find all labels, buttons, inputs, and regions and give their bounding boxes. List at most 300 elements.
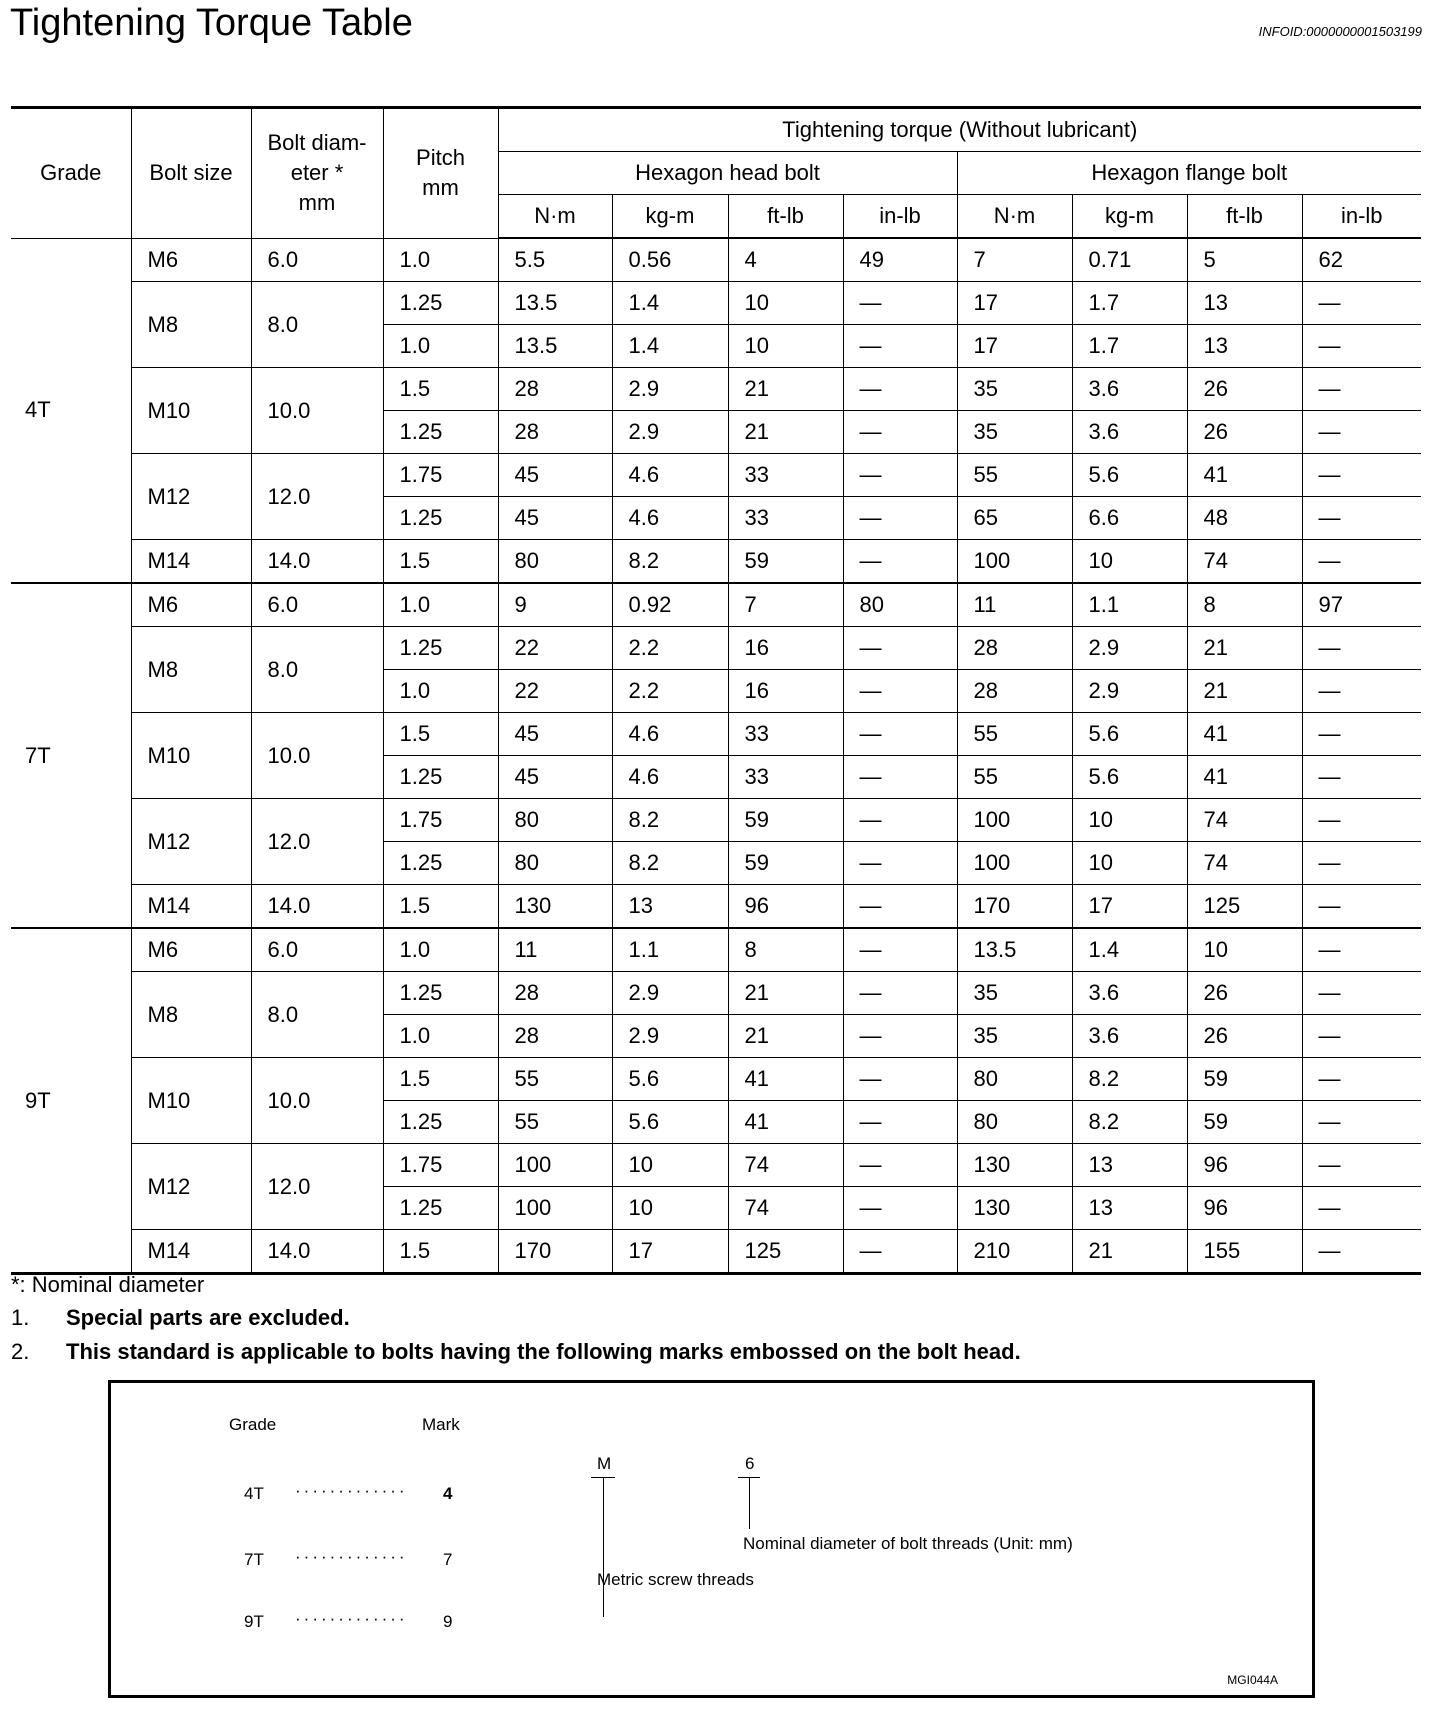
torque-value-cell: 26 (1187, 1015, 1302, 1058)
bolt-diameter-cell: 10.0 (251, 368, 383, 454)
grade-cell: 9T (11, 928, 131, 1274)
pitch-cell: 1.25 (383, 411, 498, 454)
torque-value-cell: — (1302, 540, 1421, 584)
info-id: INFOID:0000000001503199 (1258, 24, 1422, 39)
torque-value-cell: 59 (728, 799, 843, 842)
pitch-cell: 1.75 (383, 454, 498, 497)
torque-value-cell: 96 (728, 885, 843, 929)
torque-value-cell: — (843, 497, 957, 540)
torque-value-cell: 59 (728, 540, 843, 584)
torque-value-cell: 2.2 (612, 627, 728, 670)
figure-grade-7t: 7T (244, 1550, 264, 1569)
torque-value-cell: 35 (957, 368, 1072, 411)
torque-value-cell: 100 (498, 1144, 612, 1187)
torque-value-cell: — (1302, 325, 1421, 368)
torque-value-cell: 28 (498, 1015, 612, 1058)
pitch-cell: 1.75 (383, 1144, 498, 1187)
torque-value-cell: 74 (1187, 799, 1302, 842)
torque-value-cell: 2.9 (612, 1015, 728, 1058)
torque-value-cell: — (1302, 1230, 1421, 1274)
torque-value-cell: 2.2 (612, 670, 728, 713)
torque-value-cell: 35 (957, 1015, 1072, 1058)
header-hexagon-head-bolt: Hexagon head bolt (498, 152, 957, 195)
torque-value-cell: 4 (728, 238, 843, 282)
torque-value-cell: 55 (957, 454, 1072, 497)
torque-value-cell: 33 (728, 497, 843, 540)
torque-value-cell: 41 (728, 1101, 843, 1144)
torque-value-cell: — (843, 1101, 957, 1144)
figure-dots: ············· (295, 1609, 408, 1628)
figure-mark-header: Mark (422, 1415, 460, 1434)
bolt-size-cell: M10 (131, 368, 251, 454)
torque-value-cell: — (1302, 368, 1421, 411)
table-row (11, 972, 1421, 1015)
torque-value-cell: — (1302, 670, 1421, 713)
torque-value-cell: 55 (957, 756, 1072, 799)
torque-value-cell: — (1302, 1144, 1421, 1187)
note-text: This standard is applicable to bolts having the following marks embossed on the bolt head. (66, 1339, 1021, 1364)
torque-value-cell: 28 (498, 368, 612, 411)
torque-value-cell: 100 (957, 540, 1072, 584)
torque-value-cell: 48 (1187, 497, 1302, 540)
torque-value-cell: — (1302, 972, 1421, 1015)
table-header (11, 108, 1421, 239)
torque-value-cell: — (1302, 1058, 1421, 1101)
pitch-cell: 1.5 (383, 885, 498, 929)
torque-value-cell: 21 (728, 1015, 843, 1058)
torque-value-cell: 130 (957, 1187, 1072, 1230)
pitch-cell: 1.0 (383, 325, 498, 368)
figure-label-m: M (597, 1454, 612, 1473)
figure-leader-nominal (749, 1477, 750, 1529)
figure-dots: ············· (295, 1547, 408, 1566)
torque-value-cell: 100 (957, 799, 1072, 842)
torque-value-cell: 62 (1302, 238, 1421, 282)
torque-value-cell: 4.6 (612, 497, 728, 540)
unit-header: N·m (498, 195, 612, 239)
torque-value-cell: 33 (728, 454, 843, 497)
torque-value-cell: 3.6 (1072, 368, 1187, 411)
torque-value-cell: — (1302, 627, 1421, 670)
torque-value-cell: 96 (1187, 1144, 1302, 1187)
torque-value-cell: 28 (498, 972, 612, 1015)
torque-value-cell: 13 (1072, 1144, 1187, 1187)
unit-header: in-lb (1302, 195, 1421, 239)
grade-cell: 4T (11, 238, 131, 583)
torque-value-cell: 5.6 (1072, 756, 1187, 799)
torque-value-cell: — (1302, 1187, 1421, 1230)
figure-desc-nominal: Nominal diameter of bolt threads (Unit: mm) (743, 1534, 1073, 1553)
torque-value-cell: 10 (728, 282, 843, 325)
torque-value-cell: — (843, 1230, 957, 1274)
figure-mark-9: 9 (443, 1612, 453, 1631)
pitch-cell: 1.25 (383, 282, 498, 325)
pitch-cell: 1.25 (383, 842, 498, 885)
torque-value-cell: 41 (1187, 713, 1302, 756)
bolt-diameter-cell: 6.0 (251, 583, 383, 627)
pitch-cell: 1.75 (383, 799, 498, 842)
torque-value-cell: — (1302, 713, 1421, 756)
torque-value-cell: 2.9 (612, 411, 728, 454)
torque-value-cell: 21 (1187, 670, 1302, 713)
pitch-cell: 1.0 (383, 238, 498, 282)
torque-value-cell: 7 (957, 238, 1072, 282)
bolt-diameter-cell: 12.0 (251, 799, 383, 885)
pitch-cell: 1.25 (383, 756, 498, 799)
pitch-cell: 1.25 (383, 627, 498, 670)
torque-value-cell: 13 (1187, 282, 1302, 325)
figure-grade-9t: 9T (244, 1612, 264, 1631)
pitch-cell: 1.5 (383, 540, 498, 584)
torque-value-cell: 59 (1187, 1058, 1302, 1101)
bolt-diameter-cell: 10.0 (251, 1058, 383, 1144)
torque-value-cell: — (843, 282, 957, 325)
torque-value-cell: 17 (957, 325, 1072, 368)
torque-value-cell: 21 (1187, 627, 1302, 670)
table-row (11, 627, 1421, 670)
pitch-cell: 1.25 (383, 497, 498, 540)
torque-value-cell: — (843, 842, 957, 885)
torque-value-cell: 80 (957, 1101, 1072, 1144)
torque-value-cell: 4.6 (612, 454, 728, 497)
torque-value-cell: — (843, 368, 957, 411)
bolt-marks-figure (108, 1380, 1315, 1698)
torque-value-cell: 5.6 (1072, 454, 1187, 497)
torque-value-cell: 13 (1072, 1187, 1187, 1230)
torque-value-cell: — (843, 540, 957, 584)
torque-value-cell: 21 (1072, 1230, 1187, 1274)
table-row (11, 583, 1421, 627)
torque-value-cell: — (843, 411, 957, 454)
torque-value-cell: — (1302, 497, 1421, 540)
torque-value-cell: 45 (498, 454, 612, 497)
torque-value-cell: 8.2 (612, 842, 728, 885)
torque-value-cell: 130 (498, 885, 612, 929)
pitch-cell: 1.25 (383, 1187, 498, 1230)
bolt-size-cell: M14 (131, 1230, 251, 1274)
torque-value-cell: 16 (728, 627, 843, 670)
bolt-diameter-cell: 12.0 (251, 1144, 383, 1230)
table-row (11, 282, 1421, 325)
torque-value-cell: 13 (612, 885, 728, 929)
torque-value-cell: 45 (498, 713, 612, 756)
table-row (11, 885, 1421, 929)
torque-value-cell: 2.9 (612, 972, 728, 1015)
bolt-diameter-cell: 10.0 (251, 713, 383, 799)
torque-value-cell: 80 (957, 1058, 1072, 1101)
torque-value-cell: 16 (728, 670, 843, 713)
pitch-cell: 1.5 (383, 713, 498, 756)
torque-value-cell: — (843, 1187, 957, 1230)
torque-value-cell: 45 (498, 497, 612, 540)
bolt-diameter-cell: 8.0 (251, 282, 383, 368)
header-bolt-size: Bolt size (131, 108, 251, 239)
torque-value-cell: 55 (498, 1101, 612, 1144)
torque-value-cell: 74 (1187, 540, 1302, 584)
torque-value-cell: 8 (1187, 583, 1302, 627)
footnote: *: Nominal diameter (11, 1272, 205, 1297)
torque-value-cell: 8.2 (1072, 1058, 1187, 1101)
bolt-size-cell: M12 (131, 1144, 251, 1230)
torque-value-cell: 100 (498, 1187, 612, 1230)
bolt-diameter-cell: 14.0 (251, 885, 383, 929)
header-bolt-diameter: Bolt diam- eter * mm (251, 108, 383, 239)
torque-value-cell: 3.6 (1072, 411, 1187, 454)
pitch-cell: 1.0 (383, 583, 498, 627)
bolt-size-cell: M10 (131, 1058, 251, 1144)
pitch-cell: 1.25 (383, 972, 498, 1015)
torque-value-cell: — (843, 713, 957, 756)
torque-value-cell: 74 (728, 1187, 843, 1230)
torque-value-cell: — (1302, 411, 1421, 454)
torque-value-cell: — (843, 1058, 957, 1101)
torque-value-cell: 59 (1187, 1101, 1302, 1144)
torque-value-cell: 28 (957, 670, 1072, 713)
grade-cell: 7T (11, 583, 131, 928)
table-row (11, 238, 1421, 282)
torque-value-cell: 4.6 (612, 756, 728, 799)
torque-value-cell: 17 (1072, 885, 1187, 929)
torque-value-cell: 5.6 (612, 1058, 728, 1101)
table-row (11, 1230, 1421, 1274)
header-grade: Grade (11, 108, 131, 239)
table-row (11, 799, 1421, 842)
torque-value-cell: 45 (498, 756, 612, 799)
torque-value-cell: 55 (957, 713, 1072, 756)
torque-value-cell: 10 (1187, 928, 1302, 972)
pitch-cell: 1.0 (383, 928, 498, 972)
torque-value-cell: 17 (957, 282, 1072, 325)
torque-value-cell: 13.5 (498, 325, 612, 368)
torque-value-cell: 22 (498, 627, 612, 670)
bolt-size-cell: M8 (131, 972, 251, 1058)
torque-value-cell: 210 (957, 1230, 1072, 1274)
torque-value-cell: 10 (728, 325, 843, 368)
unit-header: kg-m (612, 195, 728, 239)
torque-table (11, 106, 1421, 1275)
torque-value-cell: 10 (612, 1144, 728, 1187)
torque-value-cell: 8.2 (612, 540, 728, 584)
unit-header: kg-m (1072, 195, 1187, 239)
figure-grade-header: Grade (229, 1415, 277, 1434)
bolt-diameter-cell: 14.0 (251, 540, 383, 584)
torque-value-cell: 13.5 (498, 282, 612, 325)
torque-value-cell: — (843, 325, 957, 368)
torque-value-cell: 5 (1187, 238, 1302, 282)
torque-value-cell: 49 (843, 238, 957, 282)
torque-value-cell: 97 (1302, 583, 1421, 627)
torque-value-cell: 80 (498, 842, 612, 885)
torque-value-cell: 0.56 (612, 238, 728, 282)
pitch-cell: 1.25 (383, 1101, 498, 1144)
torque-value-cell: 28 (498, 411, 612, 454)
torque-value-cell: 41 (1187, 756, 1302, 799)
torque-value-cell: 8 (728, 928, 843, 972)
torque-value-cell: 125 (728, 1230, 843, 1274)
note-number: 1. (11, 1305, 30, 1330)
torque-value-cell: 1.4 (612, 282, 728, 325)
torque-value-cell: — (1302, 928, 1421, 972)
torque-value-cell: — (1302, 454, 1421, 497)
bolt-size-cell: M10 (131, 713, 251, 799)
torque-value-cell: 33 (728, 713, 843, 756)
bolt-diameter-cell: 6.0 (251, 238, 383, 282)
table-row (11, 928, 1421, 972)
torque-value-cell: 10 (612, 1187, 728, 1230)
torque-value-cell: 33 (728, 756, 843, 799)
torque-value-cell: 2.9 (1072, 627, 1187, 670)
torque-value-cell: 26 (1187, 368, 1302, 411)
bolt-size-cell: M6 (131, 928, 251, 972)
torque-value-cell: 11 (957, 583, 1072, 627)
header-tightening-torque: Tightening torque (Without lubricant) (498, 108, 1421, 152)
figure-leader-metric (603, 1477, 604, 1617)
table-body (11, 238, 1421, 1274)
bolt-size-cell: M6 (131, 238, 251, 282)
torque-value-cell: 28 (957, 627, 1072, 670)
torque-value-cell: 8.2 (1072, 1101, 1187, 1144)
torque-value-cell: 13 (1187, 325, 1302, 368)
torque-value-cell: — (1302, 756, 1421, 799)
figure-label-6: 6 (745, 1454, 755, 1473)
bolt-size-cell: M6 (131, 583, 251, 627)
bolt-size-cell: M8 (131, 282, 251, 368)
table-row (11, 1144, 1421, 1187)
table-row (11, 540, 1421, 584)
unit-header: N·m (957, 195, 1072, 239)
torque-value-cell: 13.5 (957, 928, 1072, 972)
torque-value-cell: 41 (728, 1058, 843, 1101)
header-hexagon-flange-bolt: Hexagon flange bolt (957, 152, 1421, 195)
torque-value-cell: 1.7 (1072, 325, 1187, 368)
pitch-cell: 1.5 (383, 368, 498, 411)
table-row (11, 454, 1421, 497)
torque-value-cell: 4.6 (612, 713, 728, 756)
figure-dots: ············· (295, 1481, 408, 1500)
torque-value-cell: 17 (612, 1230, 728, 1274)
bolt-size-cell: M12 (131, 799, 251, 885)
torque-value-cell: — (1302, 1101, 1421, 1144)
torque-value-cell: — (843, 627, 957, 670)
torque-value-cell: — (843, 1144, 957, 1187)
torque-value-cell: 1.4 (1072, 928, 1187, 972)
torque-value-cell: 10 (1072, 799, 1187, 842)
torque-value-cell: 5.6 (612, 1101, 728, 1144)
torque-value-cell: 26 (1187, 411, 1302, 454)
torque-value-cell: 0.92 (612, 583, 728, 627)
torque-value-cell: 21 (728, 411, 843, 454)
torque-value-cell: 11 (498, 928, 612, 972)
unit-header: in-lb (843, 195, 957, 239)
torque-value-cell: — (1302, 799, 1421, 842)
torque-value-cell: 125 (1187, 885, 1302, 929)
torque-value-cell: 6.6 (1072, 497, 1187, 540)
torque-value-cell: 5.6 (1072, 713, 1187, 756)
torque-value-cell: — (1302, 1015, 1421, 1058)
torque-value-cell: 3.6 (1072, 1015, 1187, 1058)
torque-value-cell: 8.2 (612, 799, 728, 842)
torque-value-cell: — (843, 928, 957, 972)
torque-value-cell: 96 (1187, 1187, 1302, 1230)
bolt-diameter-cell: 8.0 (251, 627, 383, 713)
torque-value-cell: — (843, 1015, 957, 1058)
figure-mark-7: 7 (443, 1550, 453, 1569)
torque-value-cell: 7 (728, 583, 843, 627)
torque-value-cell: — (843, 756, 957, 799)
torque-value-cell: 170 (957, 885, 1072, 929)
header-pitch: Pitch mm (383, 108, 498, 239)
bolt-diameter-cell: 12.0 (251, 454, 383, 540)
torque-value-cell: 26 (1187, 972, 1302, 1015)
bolt-diameter-cell: 6.0 (251, 928, 383, 972)
torque-value-cell: 55 (498, 1058, 612, 1101)
table-row (11, 368, 1421, 411)
note-text: Special parts are excluded. (66, 1305, 350, 1330)
bolt-size-cell: M12 (131, 454, 251, 540)
torque-value-cell: 2.9 (612, 368, 728, 411)
figure-grade-4t: 4T (244, 1484, 264, 1503)
figure-mark-4: 4 (443, 1484, 453, 1503)
unit-header: ft-lb (728, 195, 843, 239)
torque-value-cell: — (1302, 885, 1421, 929)
torque-value-cell: 1.4 (612, 325, 728, 368)
torque-value-cell: 1.7 (1072, 282, 1187, 325)
torque-value-cell: — (1302, 282, 1421, 325)
bolt-diameter-cell: 14.0 (251, 1230, 383, 1274)
torque-value-cell: 5.5 (498, 238, 612, 282)
torque-value-cell: 3.6 (1072, 972, 1187, 1015)
torque-value-cell: 1.1 (1072, 583, 1187, 627)
torque-value-cell: 65 (957, 497, 1072, 540)
figure-desc-metric: Metric screw threads (597, 1570, 754, 1589)
torque-value-cell: — (843, 799, 957, 842)
torque-value-cell: 170 (498, 1230, 612, 1274)
torque-value-cell: — (843, 885, 957, 929)
bolt-size-cell: M14 (131, 885, 251, 929)
bolt-size-cell: M14 (131, 540, 251, 584)
torque-value-cell: 80 (498, 540, 612, 584)
torque-value-cell: 22 (498, 670, 612, 713)
pitch-cell: 1.0 (383, 670, 498, 713)
torque-value-cell: 41 (1187, 454, 1302, 497)
torque-value-cell: 1.1 (612, 928, 728, 972)
torque-value-cell: 74 (728, 1144, 843, 1187)
torque-value-cell: 74 (1187, 842, 1302, 885)
unit-header: ft-lb (1187, 195, 1302, 239)
torque-value-cell: 2.9 (1072, 670, 1187, 713)
page-title: Tightening Torque Table (10, 2, 413, 44)
torque-value-cell: 10 (1072, 540, 1187, 584)
figure-code: MGI044A (1227, 1673, 1278, 1687)
torque-value-cell: 130 (957, 1144, 1072, 1187)
torque-value-cell: 0.71 (1072, 238, 1187, 282)
torque-value-cell: 9 (498, 583, 612, 627)
torque-value-cell: — (843, 670, 957, 713)
torque-value-cell: 21 (728, 972, 843, 1015)
table-row (11, 1058, 1421, 1101)
table-row (11, 713, 1421, 756)
torque-value-cell: 80 (498, 799, 612, 842)
torque-value-cell: 21 (728, 368, 843, 411)
torque-value-cell: 10 (1072, 842, 1187, 885)
torque-value-cell: 35 (957, 411, 1072, 454)
pitch-cell: 1.5 (383, 1058, 498, 1101)
torque-value-cell: 100 (957, 842, 1072, 885)
bolt-diameter-cell: 8.0 (251, 972, 383, 1058)
torque-value-cell: 35 (957, 972, 1072, 1015)
torque-value-cell: — (843, 972, 957, 1015)
torque-value-cell: 155 (1187, 1230, 1302, 1274)
